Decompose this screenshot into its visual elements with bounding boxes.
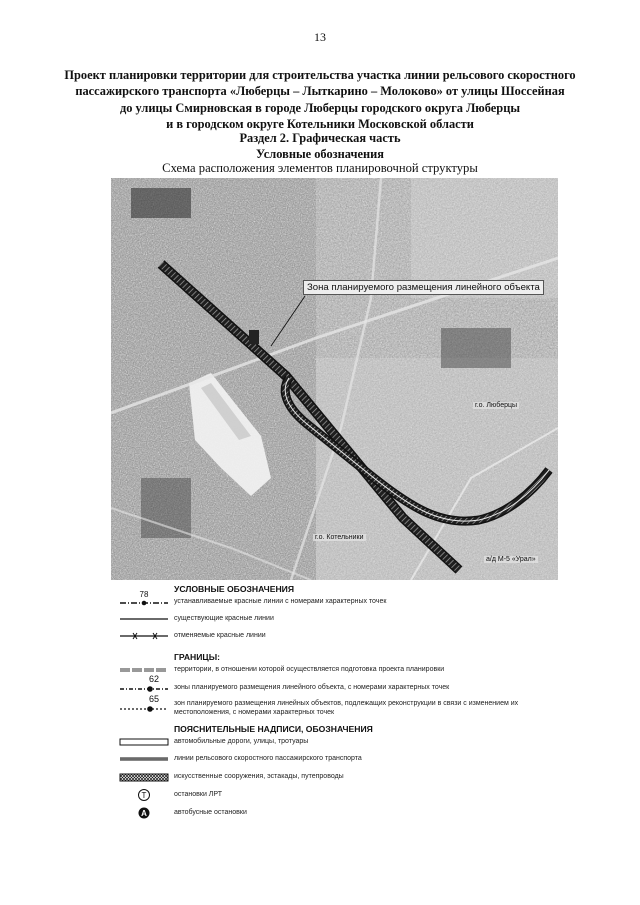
legend-item-cancelled-red-lines [118,626,538,646]
planning-scheme-map [111,178,558,580]
legend-text: устанавливаемые красные линии с номерами характерных точек [174,598,387,605]
legend-text: зон планируемого размещения линейных объектов, подлежащих реконструкции в связи с изменением их местоположения, с номерами характерных точек [174,700,519,716]
scheme-subtitle: Схема расположения элементов планировочной структуры [162,161,478,175]
legend-text: зоны планируемого размещения линейного объекта, с номерами характерных точек [174,684,450,691]
legend-item-reconstruction-zone [118,694,538,714]
city-label-kotelniki: г.о. Котельники [315,534,364,541]
section-heading: Раздел 2. Графическая часть [239,131,401,145]
bus-stop-letter: А [141,809,147,818]
new-red-line-symbol [118,590,170,610]
point-number: 78 [139,590,149,599]
zone-label: Зона планируемого размещения линейного объекта [303,280,544,295]
point-number: 62 [148,674,160,684]
legend-text: автобусные остановки [174,809,247,816]
legend-item-lrt-stops [118,786,538,806]
satellite-map-image [111,178,558,580]
bus-stop-icon [118,804,170,824]
legend-text: автомобильные дороги, улицы, тротуары [174,738,309,745]
notes-title: ПОЯСНИТЕЛЬНЫЕ НАДПИСИ, ОБОЗНАЧЕНИЯ [174,724,373,734]
roads-symbol [118,734,170,754]
legend-text: искусственные сооружения, эстакады, путепроводы [174,773,344,780]
legend-item-roads [118,734,538,754]
highway-label-m5: а/д М-5 «Урал» [486,556,536,563]
legend-text: остановки ЛРТ [174,791,223,798]
legend-item-bus-stops [118,804,538,824]
lrt-stop-icon [118,786,170,806]
legend-item-new-red-lines [118,590,538,610]
legend-text: существующие красные линии [174,615,274,622]
zone-boundary-symbol [118,674,170,694]
reconstruction-zone-symbol [118,694,170,714]
legend-item-zone-boundary [118,674,538,694]
legend-text: отменяемые красные линии [174,632,266,639]
legend-heading: Условные обозначения [256,147,384,161]
rail-line-symbol [118,752,170,772]
title-line: и в городском округе Котельники Московской области [166,117,474,132]
lrt-stop-letter: Т [141,791,147,800]
legend-title: УСЛОВНЫЕ ОБОЗНАЧЕНИЯ [174,584,295,594]
document-title [40,67,600,133]
point-number: 65 [148,694,160,704]
legend-item-rail-lines [118,752,538,772]
legend-text: территории, в отношении которой осуществляется подготовка проекта планировки [174,666,445,673]
title-line: до улицы Смирновская в городе Люберцы городского округа Люберцы [119,100,521,115]
title-line: пассажирского транспорта «Люберцы – Лыткарино – Молоково» от улицы Шоссейная [75,84,565,99]
cancelled-red-line-symbol [118,626,170,646]
page-number: 13 [314,30,326,44]
title-line: Проект планировки территории для строительства участка линии рельсового скоростного [64,68,576,82]
boundaries-title: ГРАНИЦЫ: [174,652,220,662]
legend-text: линии рельсового скоростного пассажирского транспорта [174,755,362,762]
city-label-lyubertsy: г.о. Люберцы [475,402,518,409]
